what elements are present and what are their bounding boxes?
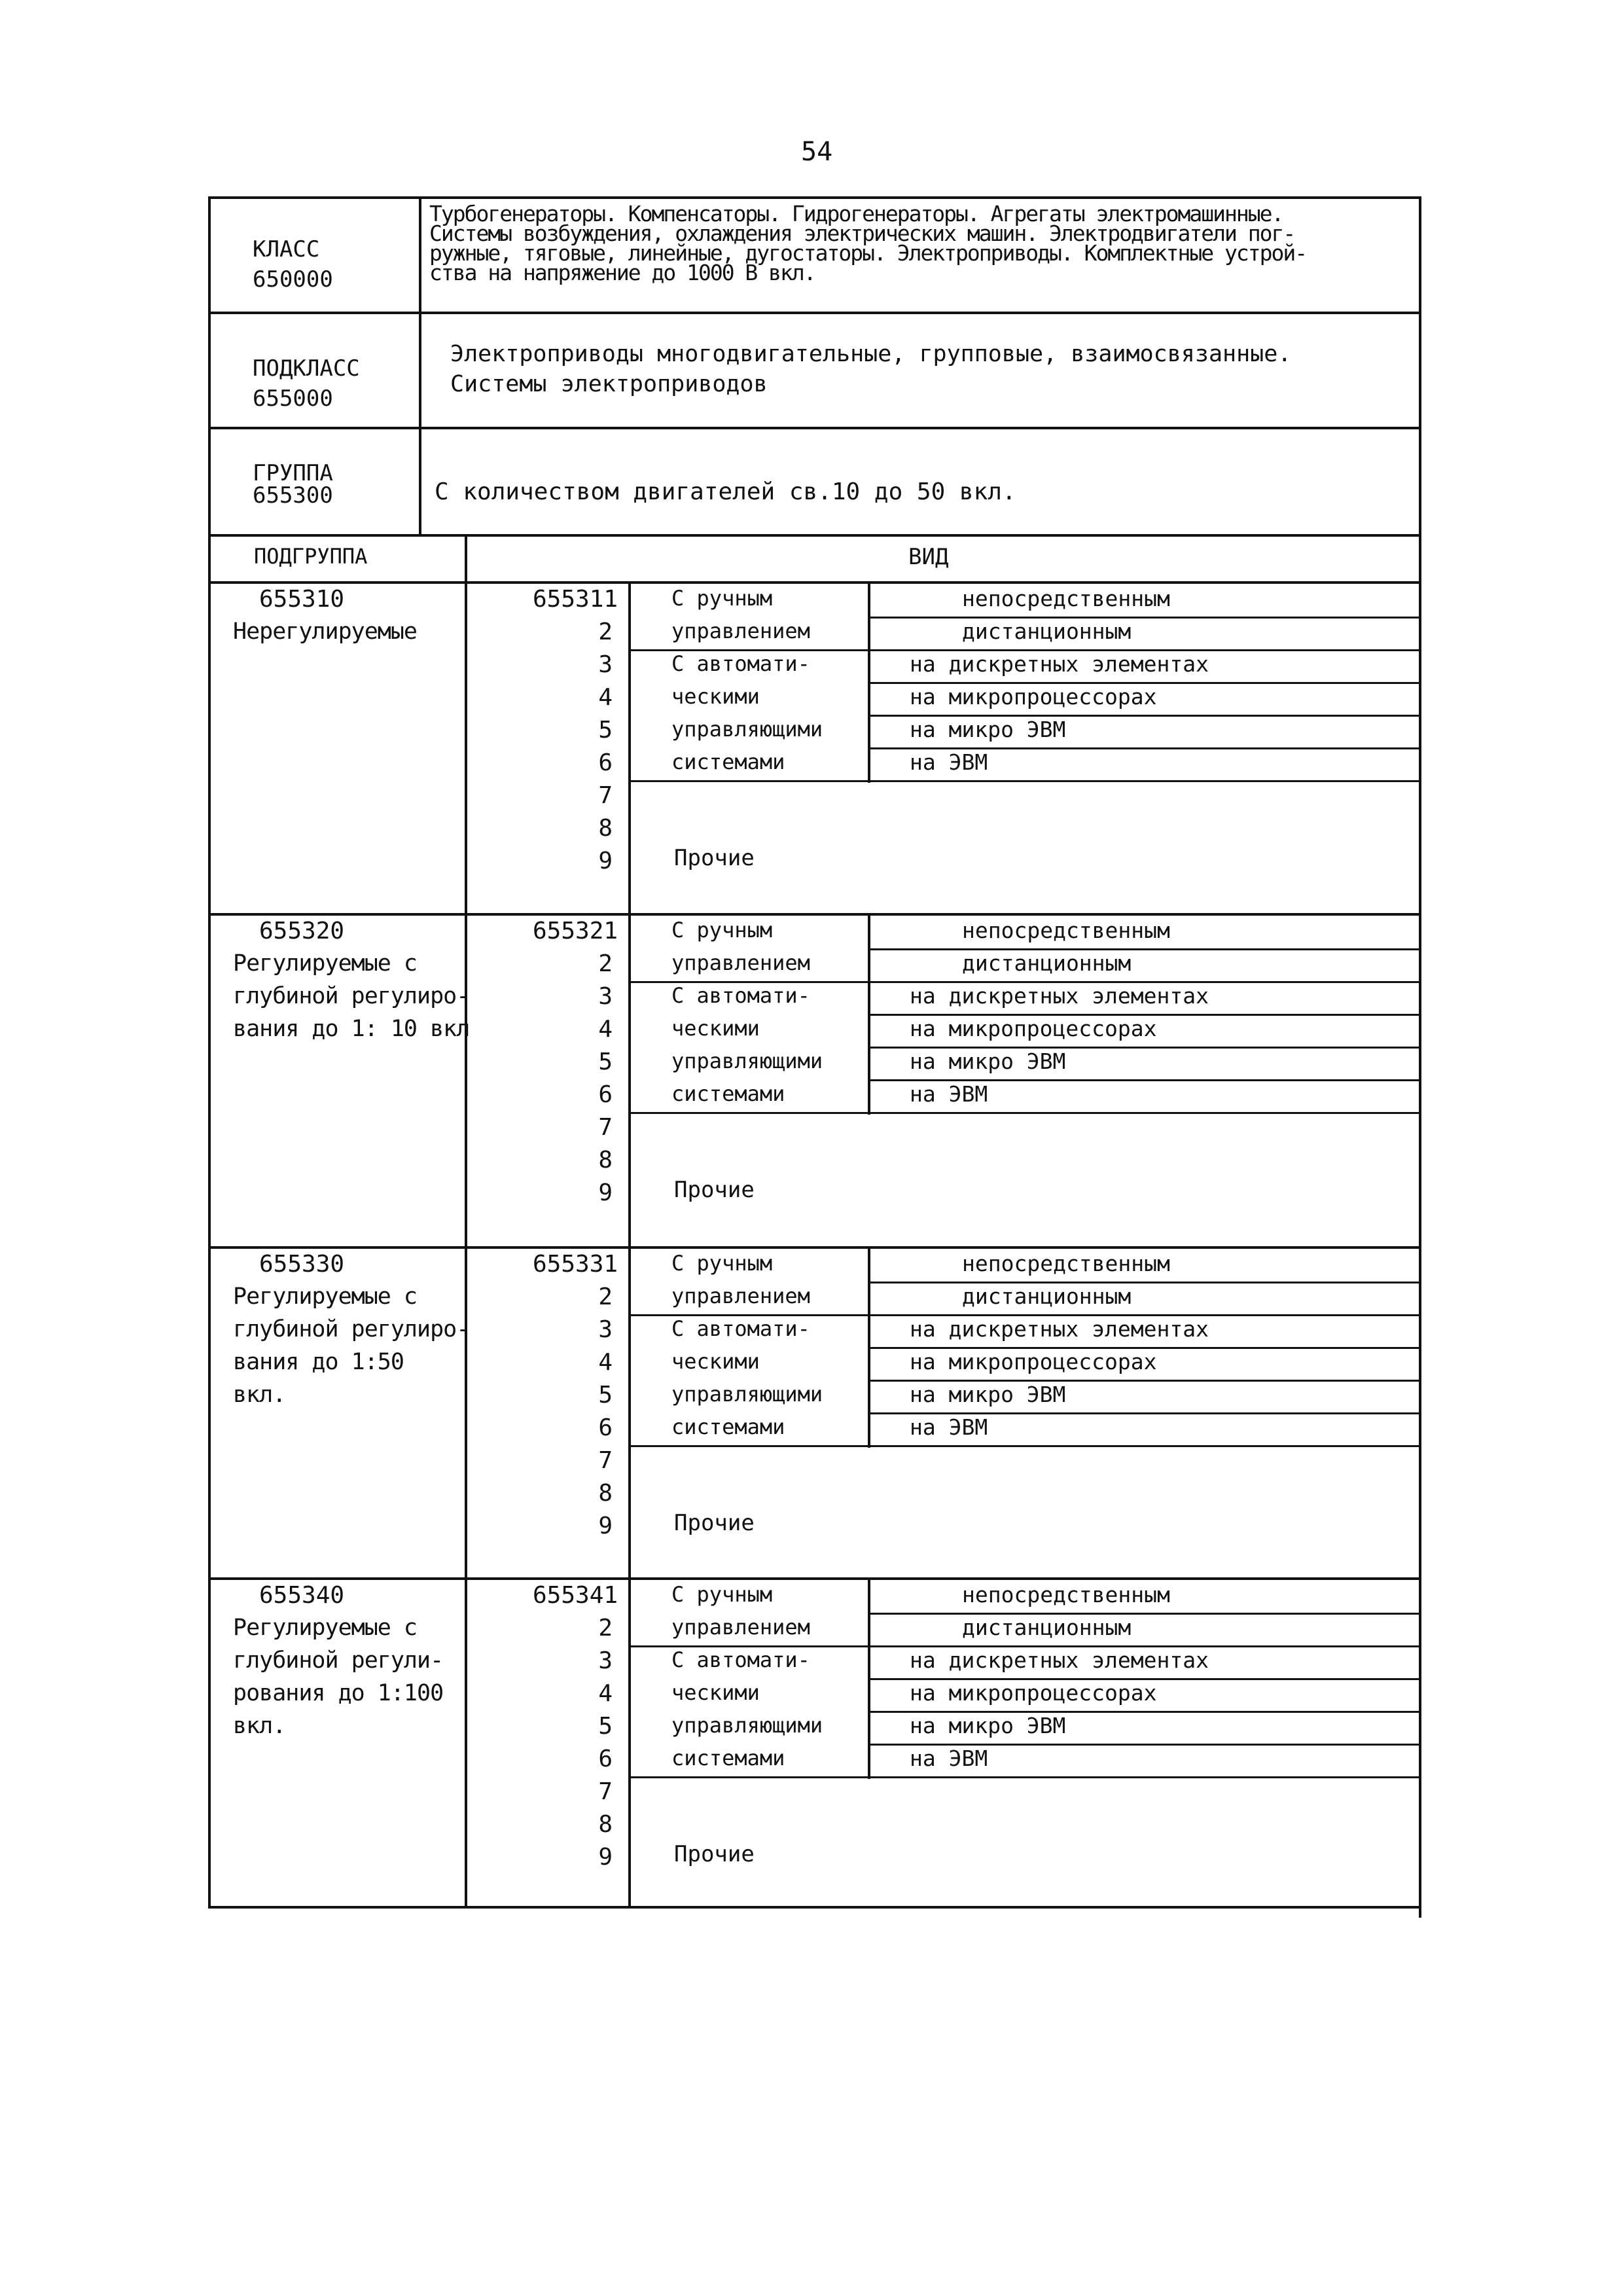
drive-type-cell: на дискретных элементах	[910, 1316, 1209, 1342]
type-number: 4	[598, 1680, 613, 1707]
type-row-rule	[628, 1776, 1420, 1778]
header-vid: ВИД	[908, 544, 949, 570]
auto-control-line: управляющими	[671, 717, 823, 742]
auto-control-line: ческими	[671, 684, 760, 709]
drive-type-cell: на дискретных элементах	[910, 1647, 1209, 1673]
auto-control-line: системами	[671, 1746, 785, 1770]
first-type-code: 655331	[533, 1251, 618, 1278]
code-column-divider	[465, 1246, 467, 1577]
subgroup-desc-line: глубиной регули-	[233, 1647, 444, 1674]
subgroup-code: 655330	[259, 1251, 345, 1278]
subgroup-desc-line: Регулируемые с	[233, 1615, 418, 1641]
frame-bottom	[208, 1906, 1421, 1909]
type-number: 4	[598, 684, 613, 711]
klass-text-line-2: Системы возбуждения, охлаждения электрических машин. Электродвигатели пог-	[429, 221, 1295, 246]
type-number: 5	[598, 717, 613, 744]
auto-control-line: ческими	[671, 1349, 760, 1374]
type-number: 7	[598, 782, 613, 809]
other-label: Прочие	[674, 1510, 755, 1536]
drive-type-cell: непосредственным	[962, 586, 1170, 611]
type-number: 2	[598, 1283, 613, 1310]
type-number: 4	[598, 1016, 613, 1043]
drive-type-cell: на микропроцессорах	[910, 1349, 1157, 1374]
subgroup-desc-line: вания до 1:50	[233, 1349, 404, 1375]
drive-type-cell: дистанционным	[962, 1283, 1132, 1309]
first-type-code: 655321	[533, 918, 618, 944]
subgroup-desc-line: Регулируемые с	[233, 1283, 418, 1310]
type-number: 7	[598, 1114, 613, 1141]
klass-code: 650000	[253, 266, 333, 293]
type-number: 8	[598, 815, 613, 842]
drive-type-cell: на микро ЭВМ	[910, 1049, 1066, 1074]
manual-control-line: управлением	[671, 950, 810, 975]
klass-bottom-rule	[208, 312, 1421, 314]
auto-control-line: системами	[671, 749, 785, 774]
manual-control-line: С ручным	[671, 918, 773, 942]
frame-right	[1419, 196, 1421, 1918]
type-number: 9	[598, 1844, 613, 1871]
manual-control-line: управлением	[671, 1283, 810, 1308]
type-number: 8	[598, 1480, 613, 1507]
auto-control-line: системами	[671, 1081, 785, 1106]
type-number: 5	[598, 1713, 613, 1740]
type-row-rule	[628, 1445, 1420, 1447]
page-number: 54	[801, 137, 833, 167]
podklass-text-line-1: Электроприводы многодвигательные, групповые, взаимосвязанные.	[450, 341, 1292, 367]
mode-column-divider	[628, 1246, 631, 1577]
subgroup-desc-line: Регулируемые с	[233, 950, 418, 977]
drive-type-cell: непосредственным	[962, 1582, 1170, 1607]
drive-type-cell: на микро ЭВМ	[910, 717, 1066, 742]
mode-column-divider	[628, 1577, 631, 1907]
auto-control-line: управляющими	[671, 1049, 823, 1073]
drive-type-cell: на ЭВМ	[910, 1414, 988, 1440]
subgroup-code: 655310	[259, 586, 345, 613]
type-number: 7	[598, 1447, 613, 1474]
subgroup-code: 655340	[259, 1582, 345, 1609]
subgroup-top-rule	[208, 913, 1421, 916]
other-label: Прочие	[674, 845, 755, 871]
subgroup-top-rule	[208, 1246, 1421, 1249]
drive-type-cell: на микро ЭВМ	[910, 1382, 1066, 1407]
drive-type-cell: дистанционным	[962, 619, 1132, 644]
drive-type-cell: на дискретных элементах	[910, 983, 1209, 1009]
type-row-rule	[628, 780, 1420, 782]
other-label: Прочие	[674, 1177, 755, 1203]
frame-top	[208, 196, 1421, 199]
auto-control-line: С автомати-	[671, 1316, 810, 1341]
type-number: 9	[598, 1179, 613, 1206]
drive-type-cell: на микропроцессорах	[910, 1680, 1157, 1706]
type-number: 7	[598, 1778, 613, 1805]
gruppa-bottom-rule	[208, 534, 1421, 537]
type-number: 2	[598, 950, 613, 977]
podklass-text-line-2: Системы электроприводов	[450, 371, 768, 397]
subgroup-desc-line: вания до 1: 10 вкл	[233, 1016, 470, 1042]
drive-type-cell: на дискретных элементах	[910, 651, 1209, 677]
drive-type-cell: на микро ЭВМ	[910, 1713, 1066, 1738]
auto-control-line: ческими	[671, 1016, 760, 1041]
type-number: 3	[598, 983, 613, 1010]
gruppa-label: ГРУППА	[253, 460, 333, 486]
manual-control-line: С ручным	[671, 586, 773, 611]
subgroup-desc-line: рования до 1:100	[233, 1680, 444, 1706]
type-number: 6	[598, 1081, 613, 1108]
auto-control-line: С автомати-	[671, 983, 810, 1008]
type-row-rule	[868, 1282, 1420, 1283]
code-column-divider	[465, 913, 467, 1246]
type-row-rule	[628, 1112, 1420, 1114]
type-number: 6	[598, 1414, 613, 1441]
podklass-bottom-rule	[208, 427, 1421, 429]
podklass-code: 655000	[253, 386, 333, 412]
klass-text-line-1: Турбогенераторы. Компенсаторы. Гидрогенераторы. Агрегаты электромашинные.	[429, 201, 1283, 226]
subgroup-desc-line: глубиной регулиро-	[233, 1316, 470, 1342]
type-row-rule	[868, 1613, 1420, 1615]
auto-control-line: управляющими	[671, 1382, 823, 1407]
klass-label: КЛАСС	[253, 236, 320, 262]
drive-type-cell: непосредственным	[962, 1251, 1170, 1276]
top-block-divider	[419, 196, 421, 535]
type-number: 6	[598, 1746, 613, 1772]
frame-left	[208, 196, 211, 1909]
type-number: 8	[598, 1811, 613, 1838]
gruppa-text: С количеством двигателей св.10 до 50 вкл.	[435, 478, 1016, 505]
type-number: 5	[598, 1049, 613, 1075]
mode-column-divider	[628, 913, 631, 1246]
type-number: 3	[598, 1647, 613, 1674]
drive-type-cell: на ЭВМ	[910, 749, 988, 775]
header-divider	[465, 535, 467, 583]
auto-control-line: С автомати-	[671, 1647, 810, 1672]
subgroup-top-rule	[208, 1577, 1421, 1580]
type-number: 9	[598, 848, 613, 874]
type-number: 8	[598, 1147, 613, 1174]
mode-column-divider	[628, 581, 631, 913]
drive-type-cell: дистанционным	[962, 1615, 1132, 1640]
first-type-code: 655341	[533, 1582, 618, 1609]
manual-control-line: управлением	[671, 1615, 810, 1640]
auto-control-line: системами	[671, 1414, 785, 1439]
klass-text-line-4: ства на напряжение до 1000 В вкл.	[429, 260, 815, 285]
type-number: 5	[598, 1382, 613, 1408]
auto-control-line: управляющими	[671, 1713, 823, 1738]
manual-control-line: С ручным	[671, 1582, 773, 1607]
manual-control-line: С ручным	[671, 1251, 773, 1276]
subgroup-desc-line: глубиной регулиро-	[233, 983, 470, 1009]
subgroup-desc-line: вкл.	[233, 1382, 286, 1408]
type-number: 2	[598, 1615, 613, 1641]
header-bottom-rule	[208, 581, 1421, 584]
code-column-divider	[465, 581, 467, 913]
type-row-rule	[868, 617, 1420, 619]
subgroup-desc-line: Нерегулируемые	[233, 619, 418, 645]
drive-type-cell: непосредственным	[962, 918, 1170, 943]
type-number: 4	[598, 1349, 613, 1376]
other-label: Прочие	[674, 1841, 755, 1867]
auto-control-line: С автомати-	[671, 651, 810, 676]
auto-control-line: ческими	[671, 1680, 760, 1705]
subgroup-desc-line: вкл.	[233, 1713, 286, 1739]
drive-type-cell: на ЭВМ	[910, 1081, 988, 1107]
header-podgruppa: ПОДГРУППА	[254, 544, 368, 569]
subgroup-code: 655320	[259, 918, 345, 944]
type-number: 3	[598, 1316, 613, 1343]
manual-control-line: управлением	[671, 619, 810, 643]
type-row-rule	[868, 948, 1420, 950]
type-number: 6	[598, 749, 613, 776]
first-type-code: 655311	[533, 586, 618, 613]
type-number: 3	[598, 651, 613, 678]
code-column-divider	[465, 1577, 467, 1907]
drive-type-cell: на микропроцессорах	[910, 1016, 1157, 1041]
drive-type-cell: на микропроцессорах	[910, 684, 1157, 709]
drive-type-cell: на ЭВМ	[910, 1746, 988, 1771]
drive-type-cell: дистанционным	[962, 950, 1132, 976]
klass-text-line-3: ружные, тяговые, линейные, дугостаторы. Электроприводы. Комплектные устрой-	[429, 240, 1307, 266]
type-number: 2	[598, 619, 613, 645]
type-number: 9	[598, 1513, 613, 1539]
podklass-label: ПОДКЛАСС	[253, 355, 360, 382]
gruppa-code: 655300	[253, 482, 333, 509]
